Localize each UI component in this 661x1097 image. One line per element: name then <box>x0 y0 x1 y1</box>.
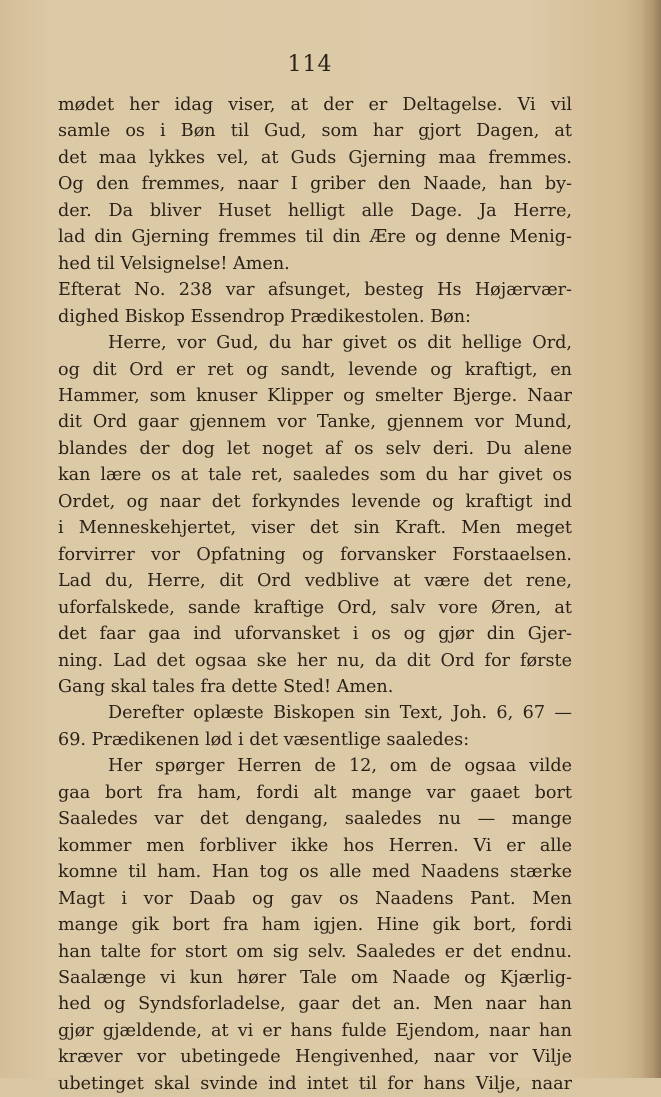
text-line: dit Ord gaar gjennem vor Tanke, gjennem vor Mund, <box>58 412 572 433</box>
page-spine-shadow <box>641 0 661 1078</box>
text-line: kommer men forbliver ikke hos Herren. Vi er alle <box>58 835 572 856</box>
text-line: Lad du, Herre, dit Ord vedblive at være det rene, <box>58 571 572 592</box>
text-line: Og den fremmes, naar I griber den Naade, han by- <box>58 174 572 195</box>
text-line: komne til ham. Han tog os alle med Naadens stærke <box>58 862 572 883</box>
text-line: Efterat No. 238 var afsunget, besteg Hs Højærvær- <box>58 280 572 301</box>
text-line: Herre, vor Gud, du har givet os dit hellige Ord, <box>108 333 572 354</box>
text-line: blandes der dog let noget af os selv deri. Du alene <box>58 438 572 459</box>
text-line: det faar gaa ind uforvansket i os og gjør din Gjer- <box>58 624 572 645</box>
page-number: 114 <box>287 52 333 77</box>
text-line: Gang skal tales fra dette Sted! Amen. <box>58 676 394 697</box>
text-line: Magt i vor Daab og gav os Naadens Pant. Men <box>58 888 572 909</box>
text-line: Derefter oplæste Biskopen sin Text, Joh. 6, 67 — <box>108 703 572 724</box>
text-line: mange gik bort fra ham igjen. Hine gik bort, fordi <box>58 915 572 936</box>
text-line: Saalænge vi kun hører Tale om Naade og Kjærlig- <box>58 967 572 988</box>
text-line: hed til Velsignelse! Amen. <box>58 253 290 274</box>
text-line: lad din Gjerning fremmes til din Ære og denne Menig- <box>58 227 572 248</box>
text-line: Hammer, som knuser Klipper og smelter Bjerge. Naar <box>58 385 572 406</box>
text-line: han talte for stort om sig selv. Saaledes er det endnu. <box>58 941 572 962</box>
text-line: 69. Prædikenen lød i det væsentlige saaledes: <box>58 729 470 750</box>
text-line: kræver vor ubetingede Hengivenhed, naar vor Vilje <box>58 1047 572 1068</box>
text-line: i Menneskehjertet, viser det sin Kraft. Men meget <box>58 518 572 539</box>
text-line: mødet her idag viser, at der er Deltagelse. Vi vil <box>58 95 572 115</box>
text-line: forvirrer vor Opfatning og forvansker Forstaaelsen. <box>58 544 572 565</box>
text-line: Saaledes var det dengang, saaledes nu — mange <box>58 809 572 830</box>
text-line: der. Da bliver Huset helligt alle Dage. Ja Herre, <box>58 200 572 221</box>
text-line: uforfalskede, sande kraftige Ord, salv vore Øren, at <box>58 597 572 618</box>
text-line: Ordet, og naar det forkyndes levende og kraftigt ind <box>58 491 572 512</box>
text-line: hed og Syndsforladelse, gaar det an. Men naar han <box>58 994 572 1015</box>
text-line: ning. Lad det ogsaa ske her nu, da dit Ord for første <box>58 650 572 671</box>
text-line: Her spørger Herren de 12, om de ogsaa vilde <box>108 756 572 777</box>
text-line: dighed Biskop Essendrop Prædikestolen. Bøn: <box>58 306 471 327</box>
text-line: kan lære os at tale ret, saaledes som du har givet os <box>58 465 572 486</box>
body-text <box>58 92 572 1097</box>
text-line: gjør gjældende, at vi er hans fulde Ejendom, naar han <box>58 1020 572 1041</box>
text-line: gaa bort fra ham, fordi alt mange var gaaet bort <box>58 782 572 803</box>
text-line: ubetinget skal svinde ind intet til for hans Vilje, naar <box>58 1073 572 1094</box>
text-line: samle os i Bøn til Gud, som har gjort Dagen, at <box>58 121 572 142</box>
text-line: og dit Ord er ret og sandt, levende og kraftigt, en <box>58 359 572 380</box>
text-line: det maa lykkes vel, at Guds Gjerning maa fremmes. <box>58 147 572 168</box>
